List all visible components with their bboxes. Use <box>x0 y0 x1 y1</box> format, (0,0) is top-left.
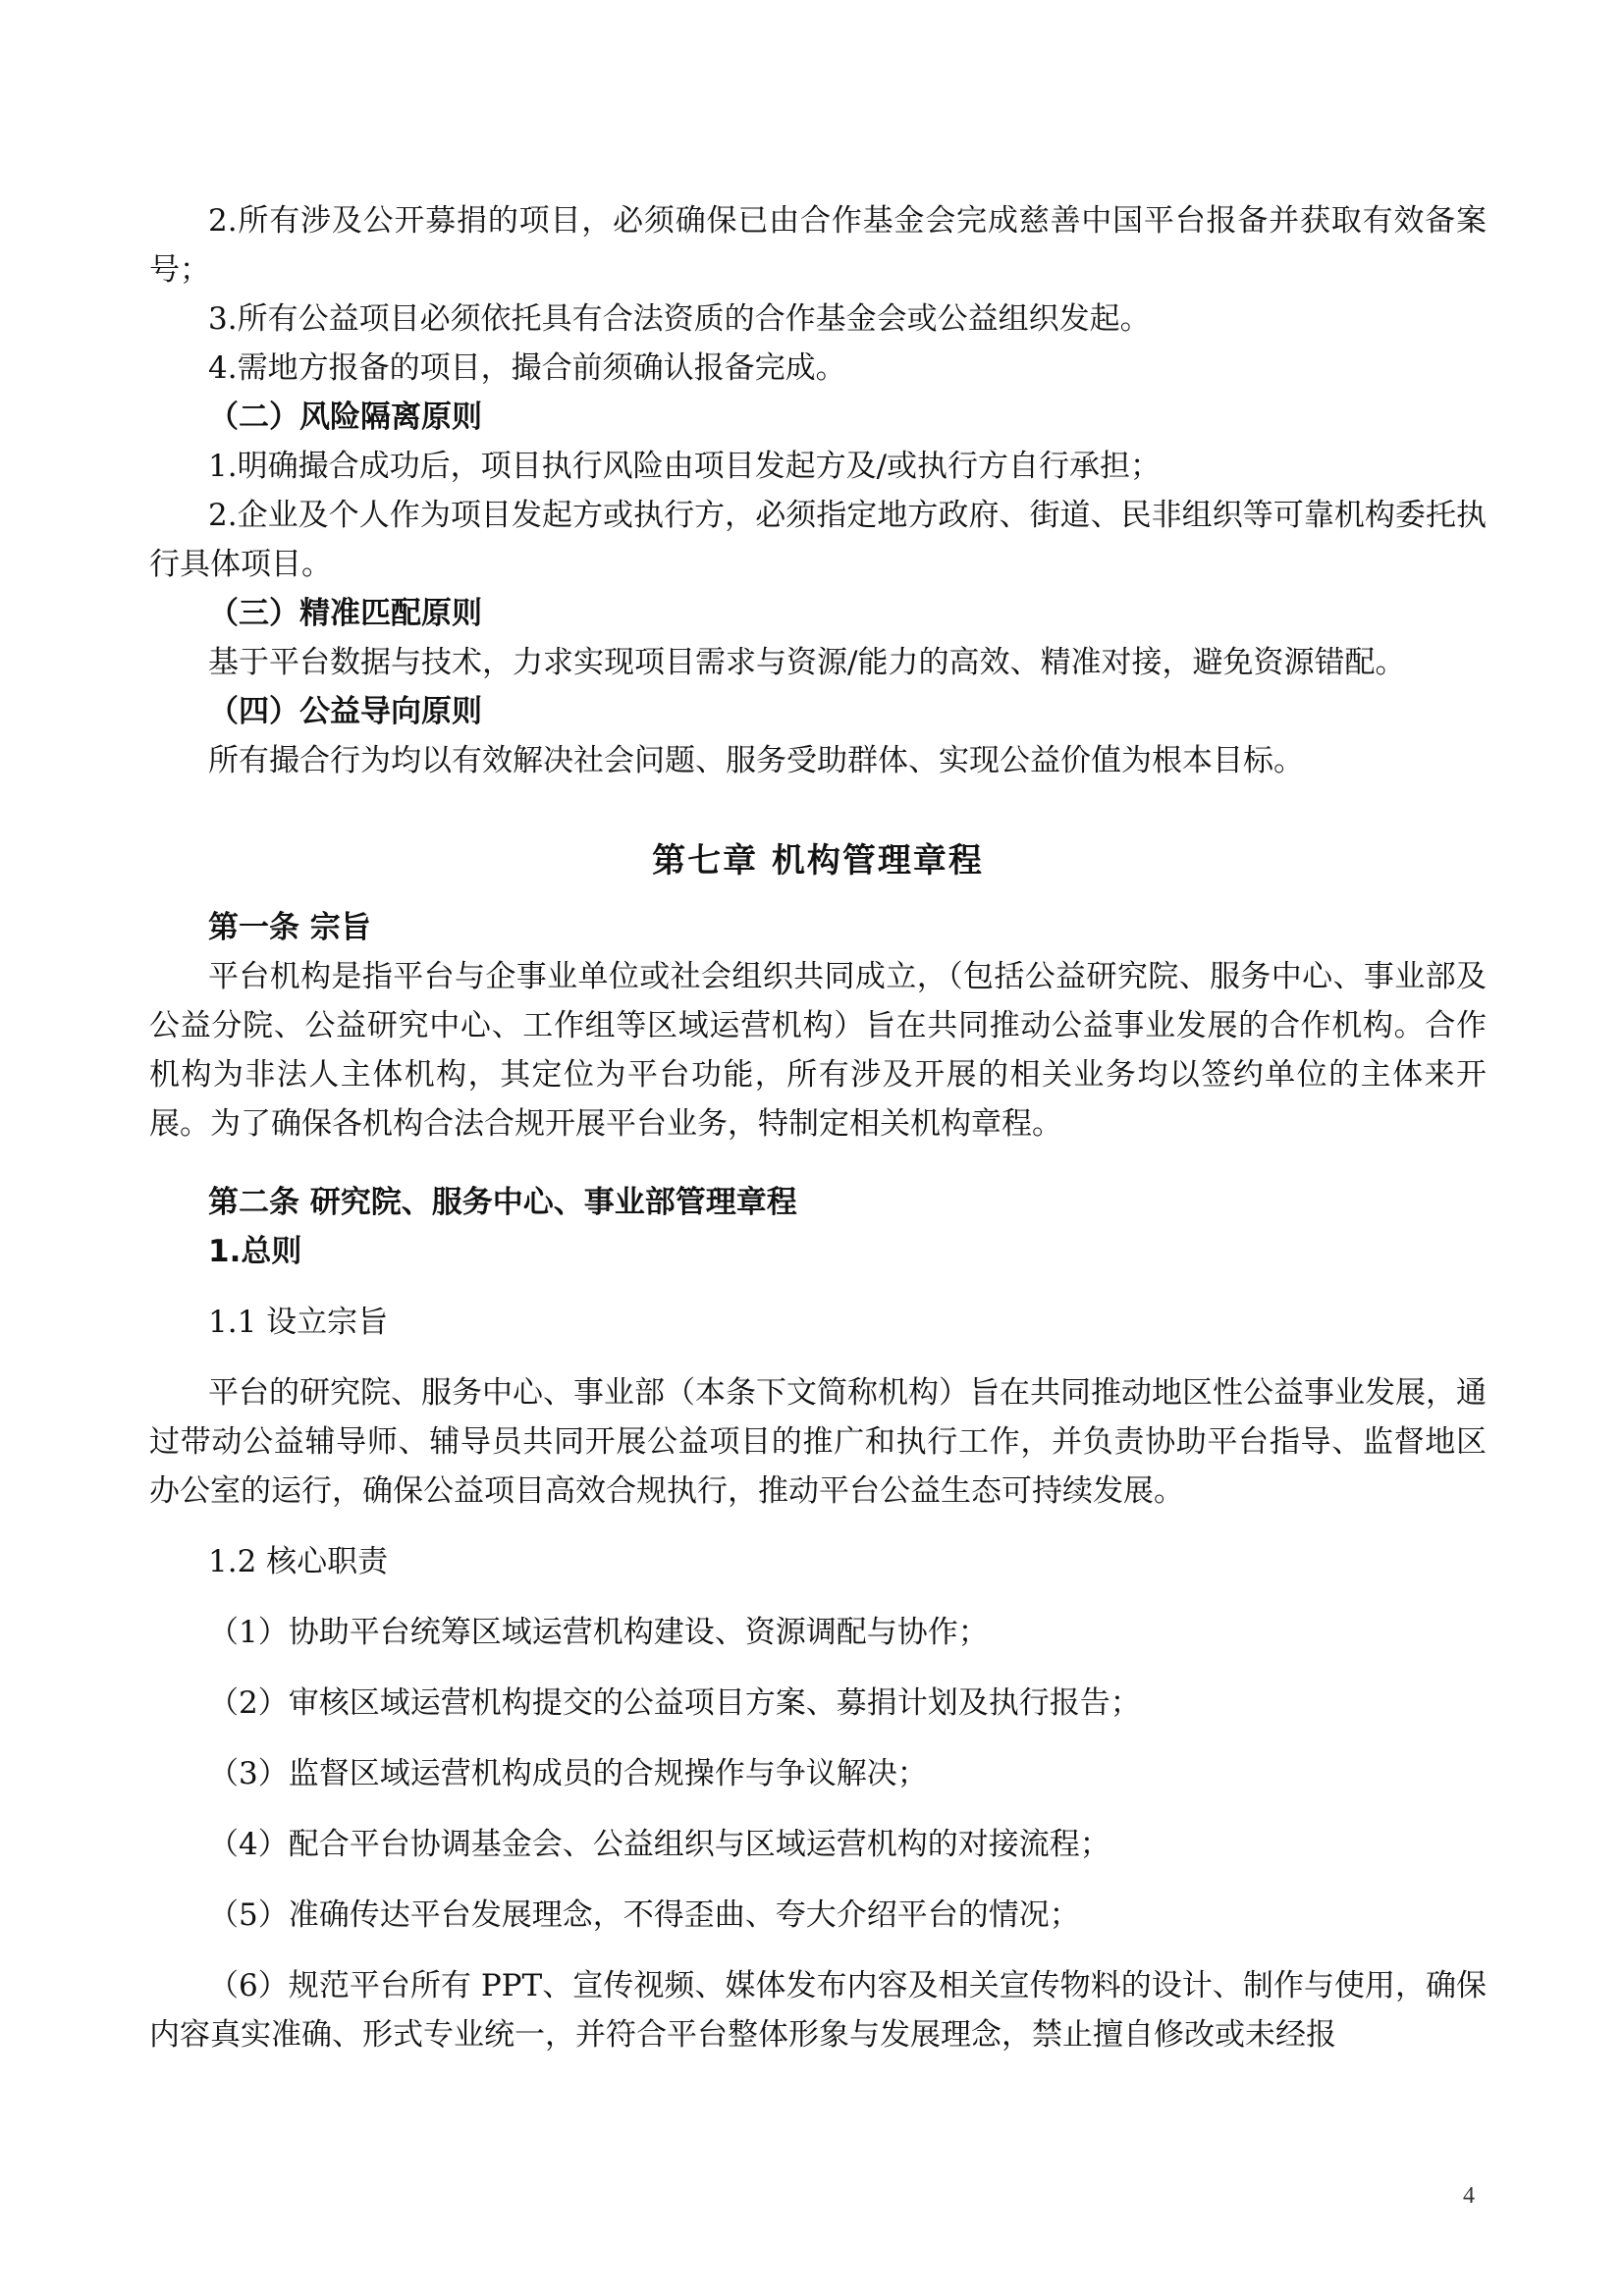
risk-item-2: 2.企业及个人作为项目发起方或执行方，必须指定地方政府、街道、民非组织等可靠机构委托执行具体项目。 <box>149 498 1487 582</box>
duty-item: （4）配合平台协调基金会、公益组织与区域运营机构的对接流程； <box>208 1827 1110 1862</box>
duty-item: （5）准确传达平台发展理念，不得歪曲、夸大介绍平台的情况； <box>208 1897 1080 1933</box>
page-number: 4 <box>1463 2183 1475 2209</box>
page-content <box>149 196 1487 2059</box>
duty-item: （3）监督区域运营机构成员的合规操作与争议解决； <box>208 1756 928 1791</box>
article-1-title: 第一条 宗旨 <box>208 910 371 945</box>
matching-paragraph: 基于平台数据与技术，力求实现项目需求与资源/能力的高效、精准对接，避免资源错配。 <box>208 645 1406 680</box>
risk-item-1: 1.明确撮合成功后，项目执行风险由项目发起方及/或执行方自行承担； <box>208 449 1162 484</box>
rule-item-3: 3.所有公益项目必须依托具有合法资质的合作基金会或公益组织发起。 <box>208 301 1151 337</box>
heading-risk-isolation: （二）风险隔离原则 <box>208 400 482 435</box>
section-general: 1.总则 <box>208 1234 302 1269</box>
subsection-1-2: 1.2 核心职责 <box>208 1544 389 1579</box>
duty-item: （1）协助平台统筹区域运营机构建设、资源调配与协作； <box>208 1615 989 1650</box>
subsection-1-1-body: 平台的研究院、服务中心、事业部（本条下文简称机构）旨在共同推动地区性公益事业发展，通过带动公益辅导师、辅导员共同开展公益项目的推广和执行工作，并负责协助平台指导、监督地区办公室的运行，确保公益项目高效合规执行，推动平台公益生态可持续发展。 <box>149 1375 1487 1509</box>
rule-item-2: 2.所有涉及公开募捐的项目，必须确保已由合作基金会完成慈善中国平台报备并获取有效备案号； <box>149 203 1487 288</box>
article-2-title: 第二条 研究院、服务中心、事业部管理章程 <box>208 1185 797 1220</box>
public-welfare-paragraph: 所有撮合行为均以有效解决社会问题、服务受助群体、实现公益价值为根本目标。 <box>208 743 1304 778</box>
article-1-body: 平台机构是指平台与企事业单位或社会组织共同成立，（包括公益研究院、服务中心、事业部及公益分院、公益研究中心、工作组等区域运营机构）旨在共同推动公益事业发展的合作机构。合作机构为非法人主体机构，其定位为平台功能，所有涉及开展的相关业务均以签约单位的主体来开展。为了确保各机构合法合规开展平台业务，特制定相关机构章程。 <box>149 959 1487 1142</box>
heading-precise-matching: （三）精准匹配原则 <box>208 596 482 631</box>
chapter-title: 第七章 机构管理章程 <box>652 841 984 881</box>
rule-item-4: 4.需地方报备的项目，撮合前须确认报备完成。 <box>208 350 846 386</box>
duty-item: （2）审核区域运营机构提交的公益项目方案、募捐计划及执行报告； <box>208 1685 1141 1721</box>
subsection-1-1: 1.1 设立宗旨 <box>208 1305 389 1340</box>
heading-public-welfare: （四）公益导向原则 <box>208 694 482 729</box>
duty-item: （6）规范平台所有 PPT、宣传视频、媒体发布内容及相关宣传物料的设计、制作与使用，确保内容真实准确、形式专业统一，并符合平台整体形象与发展理念，禁止擅自修改或未经报 <box>149 1968 1487 2053</box>
